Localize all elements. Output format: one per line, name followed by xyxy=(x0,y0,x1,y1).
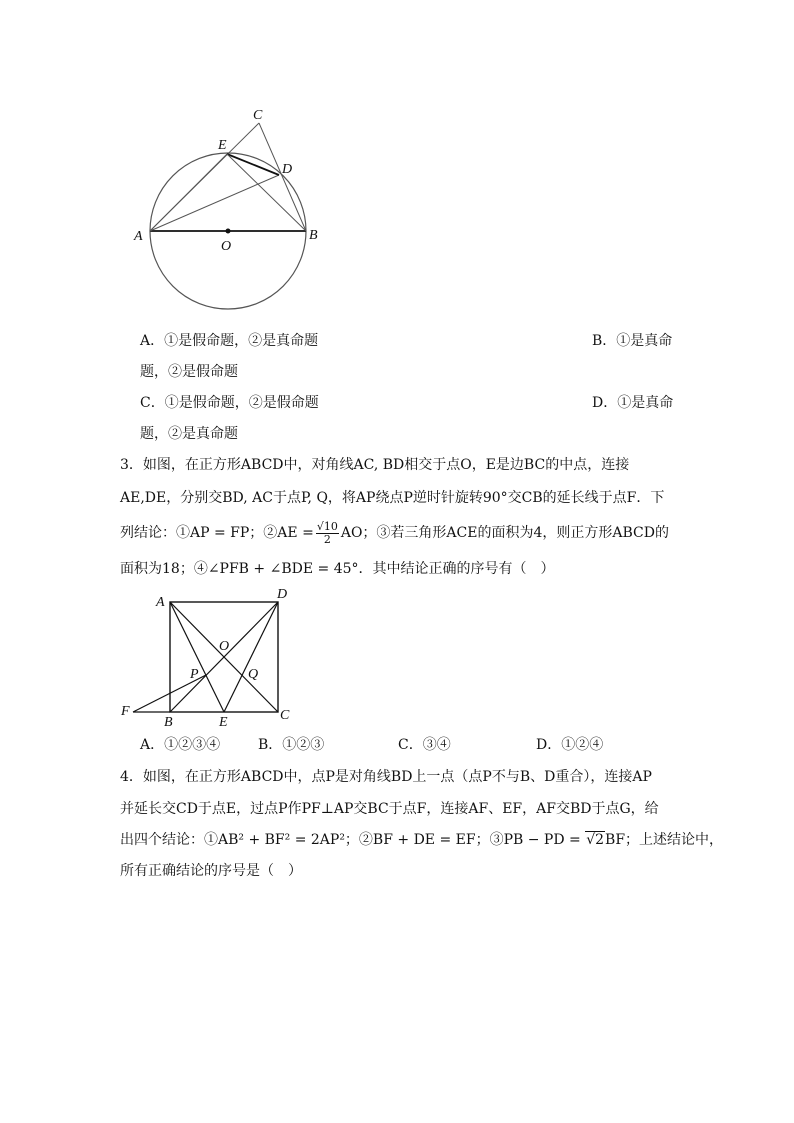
q4-text-line3-b: BF；上述结论中， xyxy=(605,832,724,848)
q2-option-d-part2: 题，②是真命题 xyxy=(140,426,238,442)
q4-sqrt: √2 xyxy=(586,832,605,848)
q4-text-line3 xyxy=(120,830,723,850)
q3-option-a: A．①②③④ xyxy=(140,737,221,753)
q3-fraction-denominator: 2 xyxy=(323,532,331,546)
q2-label-c: C xyxy=(253,108,263,123)
q3-segment-de xyxy=(224,602,278,712)
q3-text-line3 xyxy=(120,518,669,548)
q3-text-line1: 3．如图，在正方形ABCD中，对角线AC, BD相交于点O，E是边BC的中点，连接 xyxy=(120,457,630,473)
q3-option-c: C．③④ xyxy=(398,737,451,753)
q3-fraction-numerator: √10 xyxy=(316,519,338,533)
q3-text-line2: AE,DE，分别交BD, AC于点P, Q，将AP绕点P逆时针旋转90°交CB的延长线于点F．下 xyxy=(120,490,665,506)
q2-segment-ad xyxy=(150,175,279,231)
q3-label-a: A xyxy=(156,595,165,610)
q2-label-e: E xyxy=(218,138,227,153)
q2-segment-cb xyxy=(259,123,306,231)
q2-option-b-part2: 题，②是假命题 xyxy=(140,364,238,380)
q2-figure xyxy=(120,100,340,315)
q2-label-a: A xyxy=(134,229,143,244)
q3-label-b: B xyxy=(164,715,173,728)
q4-text-line4: 所有正确结论的序号是（ ） xyxy=(120,863,302,879)
q3-option-b: B．①②③ xyxy=(258,737,325,753)
q3-fraction xyxy=(316,521,339,546)
q3-segment-ae xyxy=(170,602,224,712)
q3-figure xyxy=(115,588,305,728)
q3-label-d: D xyxy=(277,588,288,602)
q2-option-d-part1: D．①是真命 xyxy=(592,395,674,411)
q3-label-q: Q xyxy=(248,667,259,682)
q3-label-c: C xyxy=(280,708,290,723)
q2-option-b-part1: B．①是真命 xyxy=(592,333,673,349)
q3-label-f: F xyxy=(121,704,130,719)
q3-text-line4: 面积为18；④∠PFB + ∠BDE = 45°．其中结论正确的序号有（ ） xyxy=(120,561,555,577)
q3-text-line3-b: AO；③若三角形ACE的面积为4，则正方形ABCD的 xyxy=(340,525,669,541)
q2-center-point xyxy=(226,229,231,234)
q2-label-b: B xyxy=(309,228,318,243)
q3-option-d: D．①②④ xyxy=(536,737,604,753)
q3-text-line3-a: 列结论：①AP = FP；②AE = xyxy=(120,525,314,541)
q4-text-line1: 4．如图，在正方形ABCD中，点P是对角线BD上一点（点P不与B、D重合），连接AP xyxy=(120,769,652,785)
q3-label-e: E xyxy=(219,715,228,728)
q2-segment-ae xyxy=(150,154,227,231)
q2-option-c: C．①是假命题，②是假命题 xyxy=(140,395,319,411)
q4-text-line2: 并延长交CD于点E，过点P作PF⊥AP交BC于点F，连接AF、EF，AF交BD于点G，给 xyxy=(120,801,659,817)
q3-label-o: O xyxy=(219,639,230,654)
q3-label-p: P xyxy=(190,667,199,682)
q2-option-a: A．①是假命题，②是真命题 xyxy=(140,333,319,349)
q4-text-line3-a: 出四个结论：①AB² + BF² = 2AP²；②BF + DE = EF；③PB − PD = xyxy=(120,832,586,848)
q2-label-o: O xyxy=(221,239,232,254)
q2-label-d: D xyxy=(282,162,293,177)
